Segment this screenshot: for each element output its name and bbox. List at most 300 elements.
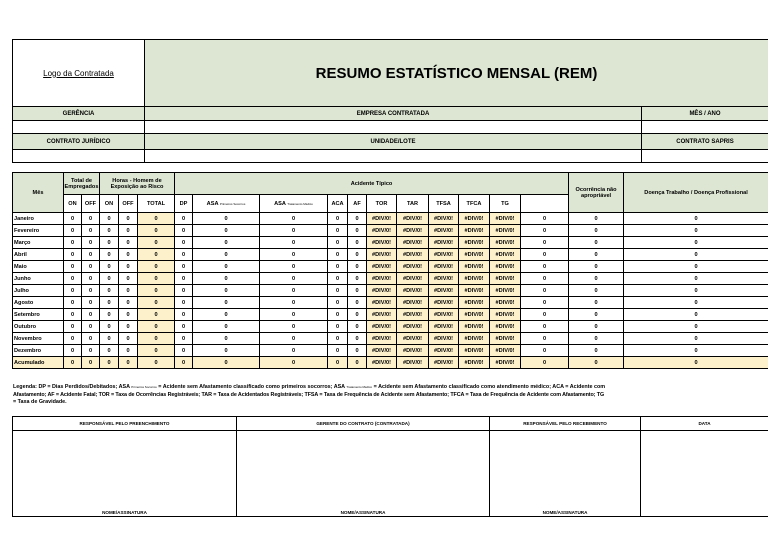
gerencia-label: GERÊNCIA <box>13 107 145 121</box>
cell-tfca: #DIV/0! <box>459 345 490 357</box>
cell-off-horas[interactable]: 0 <box>119 225 138 237</box>
cell-af[interactable]: 0 <box>348 333 367 345</box>
cell-off-emp[interactable]: 0 <box>82 321 100 333</box>
cell-aca[interactable]: 0 <box>328 273 348 285</box>
cell-total-horas: 0 <box>138 213 175 225</box>
cell-af[interactable]: 0 <box>348 225 367 237</box>
cell-doenca[interactable]: 0 <box>569 333 624 345</box>
cell-on-horas[interactable]: 0 <box>100 309 119 321</box>
table-row <box>13 333 768 345</box>
cell-asa-ps[interactable]: 0 <box>193 225 260 237</box>
cell-asa-ps[interactable]: 0 <box>193 321 260 333</box>
cell-tfsa: #DIV/0! <box>429 225 459 237</box>
cell-asa-tm: 0 <box>260 357 328 369</box>
cell-tor: #DIV/0! <box>367 285 397 297</box>
cell-on-emp[interactable]: 0 <box>64 285 82 297</box>
cell-tor: #DIV/0! <box>367 333 397 345</box>
sub-off-horas: OFF <box>119 195 138 213</box>
cell-doenca[interactable]: 0 <box>569 237 624 249</box>
cell-tfca: #DIV/0! <box>459 321 490 333</box>
cell-af[interactable]: 0 <box>348 285 367 297</box>
cell-on-emp[interactable]: 0 <box>64 309 82 321</box>
logo-cell <box>13 40 145 107</box>
sub-tg: TG <box>490 195 521 213</box>
cell-off-horas[interactable]: 0 <box>119 261 138 273</box>
cell-off-emp[interactable]: 0 <box>82 225 100 237</box>
cell-off-emp[interactable]: 0 <box>82 261 100 273</box>
cell-off-emp[interactable]: 0 <box>82 297 100 309</box>
cell-on-emp[interactable]: 0 <box>64 321 82 333</box>
cell-dp[interactable]: 0 <box>175 285 193 297</box>
cell-tg: #DIV/0! <box>490 309 521 321</box>
cell-asa-tm[interactable]: 0 <box>260 297 328 309</box>
cell-doenca[interactable]: 0 <box>569 261 624 273</box>
sub-tor: TOR <box>367 195 397 213</box>
data-label: DATA <box>641 417 768 431</box>
cell-asa-ps[interactable]: 0 <box>193 237 260 249</box>
col-total-empregados: Total de Empregados <box>64 173 100 195</box>
cell-af[interactable]: 0 <box>348 261 367 273</box>
cell-dp[interactable]: 0 <box>175 237 193 249</box>
cell-dp[interactable]: 0 <box>175 225 193 237</box>
cell-tor: #DIV/0! <box>367 213 397 225</box>
cell-tar: #DIV/0! <box>397 309 429 321</box>
cell-asa-tm[interactable]: 0 <box>260 285 328 297</box>
month-label: Dezembro <box>13 345 64 357</box>
cell-tfsa: #DIV/0! <box>429 285 459 297</box>
gerente-contrato-signature[interactable]: NOME/ASSINATURA <box>237 431 490 517</box>
cell-tg: #DIV/0! <box>490 213 521 225</box>
cell-asa-ps[interactable]: 0 <box>193 213 260 225</box>
cell-ocorrencia[interactable]: 0 <box>521 345 569 357</box>
table-row <box>13 225 768 237</box>
cell-af[interactable]: 0 <box>348 321 367 333</box>
cell-ocorrencia: 0 <box>521 357 569 369</box>
cell-doenca[interactable]: 0 <box>569 249 624 261</box>
cell-tar: #DIV/0! <box>397 249 429 261</box>
cell-af[interactable]: 0 <box>348 273 367 285</box>
table-row <box>13 345 768 357</box>
cell-off-emp: 0 <box>82 357 100 369</box>
cell-on-emp[interactable]: 0 <box>64 225 82 237</box>
cell-af[interactable]: 0 <box>348 345 367 357</box>
cell-off-horas[interactable]: 0 <box>119 237 138 249</box>
cell-asa-tm[interactable]: 0 <box>260 213 328 225</box>
cell-asa-tm[interactable]: 0 <box>260 249 328 261</box>
cell-dp: 0 <box>175 357 193 369</box>
cell-aca[interactable]: 0 <box>328 345 348 357</box>
cell-asa-tm[interactable]: 0 <box>260 333 328 345</box>
month-label: Novembro <box>13 333 64 345</box>
cell-total-horas: 0 <box>138 297 175 309</box>
sub-off-empregados: OFF <box>82 195 100 213</box>
sub-asa-primeiros-socorros: ASA Primeiros Socorros <box>193 195 260 213</box>
cell-on-horas[interactable]: 0 <box>100 333 119 345</box>
col-doenca-trabalho: Doença Trabalho / Doença Profissional <box>624 173 768 213</box>
cell-on-emp[interactable]: 0 <box>64 333 82 345</box>
cell-on-horas: 0 <box>100 357 119 369</box>
unidade-lote-field[interactable] <box>145 150 642 163</box>
cell-af: 0 <box>348 357 367 369</box>
cell-doenca[interactable]: 0 <box>569 345 624 357</box>
accumulated-row <box>13 357 768 369</box>
cell-ocorrencia[interactable]: 0 <box>521 249 569 261</box>
cell-tfsa: #DIV/0! <box>429 273 459 285</box>
cell-aca[interactable]: 0 <box>328 297 348 309</box>
cell-asa-ps[interactable]: 0 <box>193 333 260 345</box>
cell-af[interactable]: 0 <box>348 213 367 225</box>
cell-ambiental[interactable]: 0 <box>624 213 768 225</box>
cell-doenca[interactable]: 0 <box>569 285 624 297</box>
header-table <box>12 39 768 163</box>
cell-doenca[interactable]: 0 <box>569 273 624 285</box>
legend-line-3: = Taxa de Gravidade. <box>13 399 67 405</box>
table-row <box>13 249 768 261</box>
cell-off-horas[interactable]: 0 <box>119 309 138 321</box>
cell-tor: #DIV/0! <box>367 297 397 309</box>
cell-asa-tm[interactable]: 0 <box>260 345 328 357</box>
cell-asa-ps[interactable]: 0 <box>193 285 260 297</box>
cell-off-emp[interactable]: 0 <box>82 333 100 345</box>
cell-total-horas: 0 <box>138 357 175 369</box>
cell-off-horas[interactable]: 0 <box>119 333 138 345</box>
cell-on-emp[interactable]: 0 <box>64 345 82 357</box>
cell-aca: 0 <box>328 357 348 369</box>
cell-off-emp[interactable]: 0 <box>82 285 100 297</box>
cell-tg: #DIV/0! <box>490 237 521 249</box>
month-label: Abril <box>13 249 64 261</box>
cell-tar: #DIV/0! <box>397 273 429 285</box>
cell-ambiental[interactable]: 0 <box>624 333 768 345</box>
statistics-table <box>12 172 768 369</box>
cell-tfca: #DIV/0! <box>459 333 490 345</box>
legend <box>13 384 765 407</box>
cell-off-emp[interactable]: 0 <box>82 345 100 357</box>
cell-tfca: #DIV/0! <box>459 225 490 237</box>
cell-off-horas[interactable]: 0 <box>119 213 138 225</box>
unidade-lote-label: UNIDADE/LOTE <box>145 134 642 150</box>
cell-on-emp[interactable]: 0 <box>64 237 82 249</box>
mes-ano-field[interactable] <box>642 121 768 134</box>
cell-dp[interactable]: 0 <box>175 261 193 273</box>
cell-off-horas[interactable]: 0 <box>119 297 138 309</box>
sub-on-empregados: ON <box>64 195 82 213</box>
month-label: Outubro <box>13 321 64 333</box>
cell-ocorrencia[interactable]: 0 <box>521 213 569 225</box>
cell-off-emp[interactable]: 0 <box>82 249 100 261</box>
cell-tor: #DIV/0! <box>367 225 397 237</box>
cell-af[interactable]: 0 <box>348 297 367 309</box>
cell-on-emp: 0 <box>64 357 82 369</box>
sub-af: AF <box>348 195 367 213</box>
cell-total-horas: 0 <box>138 321 175 333</box>
cell-aca[interactable]: 0 <box>328 285 348 297</box>
cell-tar: #DIV/0! <box>397 345 429 357</box>
sub-tar: TAR <box>397 195 429 213</box>
cell-ambiental[interactable]: 0 <box>624 273 768 285</box>
cell-tar: #DIV/0! <box>397 297 429 309</box>
cell-on-emp[interactable]: 0 <box>64 261 82 273</box>
cell-off-horas: 0 <box>119 357 138 369</box>
cell-dp[interactable]: 0 <box>175 297 193 309</box>
month-label: Setembro <box>13 309 64 321</box>
month-label: Fevereiro <box>13 225 64 237</box>
cell-tfsa: #DIV/0! <box>429 297 459 309</box>
cell-ambiental[interactable]: 0 <box>624 321 768 333</box>
cell-off-emp[interactable]: 0 <box>82 273 100 285</box>
cell-tg: #DIV/0! <box>490 225 521 237</box>
cell-on-horas[interactable]: 0 <box>100 237 119 249</box>
cell-on-emp[interactable]: 0 <box>64 213 82 225</box>
sub-tfca: TFCA <box>459 195 490 213</box>
gerente-contrato-label: GERENTE DO CONTRATO (CONTRATADA) <box>237 417 490 431</box>
resp-preenchimento-signature[interactable]: NOME/ASSINATURA <box>13 431 237 517</box>
month-label: Junho <box>13 273 64 285</box>
cell-tfsa: #DIV/0! <box>429 321 459 333</box>
cell-off-horas[interactable]: 0 <box>119 321 138 333</box>
cell-aca[interactable]: 0 <box>328 249 348 261</box>
col-acidente-tipico: Acidente Típico <box>175 173 569 195</box>
cell-doenca[interactable]: 0 <box>569 297 624 309</box>
cell-tfca: #DIV/0! <box>459 297 490 309</box>
cell-tor: #DIV/0! <box>367 273 397 285</box>
cell-total-horas: 0 <box>138 333 175 345</box>
sub-total-horas: TOTAL <box>138 195 175 213</box>
cell-tor: #DIV/0! <box>367 261 397 273</box>
cell-tg: #DIV/0! <box>490 333 521 345</box>
cell-off-horas[interactable]: 0 <box>119 273 138 285</box>
cell-tfsa: #DIV/0! <box>429 345 459 357</box>
month-label: Janeiro <box>13 213 64 225</box>
cell-on-emp[interactable]: 0 <box>64 273 82 285</box>
cell-tfca: #DIV/0! <box>459 285 490 297</box>
cell-ambiental[interactable]: 0 <box>624 309 768 321</box>
cell-af[interactable]: 0 <box>348 309 367 321</box>
cell-tfca: #DIV/0! <box>459 213 490 225</box>
cell-tfsa: #DIV/0! <box>429 309 459 321</box>
cell-tfca: #DIV/0! <box>459 249 490 261</box>
col-horas-homem: Horas - Homem de Exposição ao Risco <box>100 173 175 195</box>
cell-tg: #DIV/0! <box>490 357 521 369</box>
cell-off-horas[interactable]: 0 <box>119 285 138 297</box>
logo-link[interactable]: Logo da Contratada <box>43 68 114 78</box>
cell-aca[interactable]: 0 <box>328 225 348 237</box>
data-field[interactable] <box>641 431 768 517</box>
cell-on-emp[interactable]: 0 <box>64 297 82 309</box>
cell-af[interactable]: 0 <box>348 237 367 249</box>
cell-dp[interactable]: 0 <box>175 249 193 261</box>
cell-total-horas: 0 <box>138 225 175 237</box>
cell-dp[interactable]: 0 <box>175 321 193 333</box>
cell-ocorrencia[interactable]: 0 <box>521 273 569 285</box>
cell-total-horas: 0 <box>138 345 175 357</box>
cell-total-horas: 0 <box>138 237 175 249</box>
cell-aca[interactable]: 0 <box>328 321 348 333</box>
month-label: Acumulado <box>13 357 64 369</box>
contrato-sapris-field[interactable] <box>642 150 768 163</box>
cell-tar: #DIV/0! <box>397 261 429 273</box>
cell-ocorrencia[interactable]: 0 <box>521 321 569 333</box>
resp-recebimento-signature[interactable]: NOME/ASSINATURA <box>490 431 641 517</box>
cell-on-horas[interactable]: 0 <box>100 285 119 297</box>
cell-on-horas[interactable]: 0 <box>100 249 119 261</box>
cell-dp[interactable]: 0 <box>175 333 193 345</box>
title-cell <box>145 40 768 107</box>
cell-tor: #DIV/0! <box>367 321 397 333</box>
cell-total-horas: 0 <box>138 309 175 321</box>
cell-on-horas[interactable]: 0 <box>100 273 119 285</box>
month-label: Março <box>13 237 64 249</box>
cell-off-emp[interactable]: 0 <box>82 309 100 321</box>
cell-ambiental[interactable]: 0 <box>624 297 768 309</box>
cell-total-horas: 0 <box>138 273 175 285</box>
cell-total-horas: 0 <box>138 285 175 297</box>
cell-total-horas: 0 <box>138 261 175 273</box>
col-mes: Mês <box>13 173 64 213</box>
cell-tar: #DIV/0! <box>397 321 429 333</box>
table-row <box>13 237 768 249</box>
cell-ocorrencia[interactable]: 0 <box>521 309 569 321</box>
cell-off-emp[interactable]: 0 <box>82 237 100 249</box>
cell-tar: #DIV/0! <box>397 213 429 225</box>
sub-dp: DP <box>175 195 193 213</box>
table-row <box>13 321 768 333</box>
sub-tfsa: TFSA <box>429 195 459 213</box>
cell-ambiental[interactable]: 0 <box>624 285 768 297</box>
cell-on-horas[interactable]: 0 <box>100 321 119 333</box>
cell-on-horas[interactable]: 0 <box>100 345 119 357</box>
cell-ambiental[interactable]: 0 <box>624 249 768 261</box>
month-label: Julho <box>13 285 64 297</box>
cell-asa-tm[interactable]: 0 <box>260 237 328 249</box>
cell-off-horas[interactable]: 0 <box>119 249 138 261</box>
cell-off-horas[interactable]: 0 <box>119 345 138 357</box>
cell-off-emp[interactable]: 0 <box>82 213 100 225</box>
cell-aca[interactable]: 0 <box>328 213 348 225</box>
contrato-juridico-field[interactable] <box>13 150 145 163</box>
cell-on-emp[interactable]: 0 <box>64 249 82 261</box>
cell-doenca[interactable]: 0 <box>569 321 624 333</box>
cell-af[interactable]: 0 <box>348 249 367 261</box>
page-title: RESUMO ESTATÍSTICO MENSAL (REM) <box>315 64 598 82</box>
cell-ambiental[interactable]: 0 <box>624 237 768 249</box>
cell-aca[interactable]: 0 <box>328 261 348 273</box>
cell-asa-tm[interactable]: 0 <box>260 321 328 333</box>
cell-dp[interactable]: 0 <box>175 345 193 357</box>
cell-tg: #DIV/0! <box>490 297 521 309</box>
table-row <box>13 273 768 285</box>
cell-tar: #DIV/0! <box>397 225 429 237</box>
col-ocorrencia-nao-apropriavel: Ocorrência não apropriável <box>569 173 624 213</box>
cell-ambiental: 0 <box>624 357 768 369</box>
cell-tfsa: #DIV/0! <box>429 357 459 369</box>
cell-tfsa: #DIV/0! <box>429 237 459 249</box>
cell-ocorrencia[interactable]: 0 <box>521 261 569 273</box>
cell-dp[interactable]: 0 <box>175 309 193 321</box>
empresa-field[interactable] <box>145 121 642 134</box>
contrato-sapris-label: CONTRATO SAPRIS <box>642 134 768 150</box>
cell-asa-ps[interactable]: 0 <box>193 249 260 261</box>
cell-on-horas[interactable]: 0 <box>100 225 119 237</box>
legend-line-2: Afastamento; AF = Acidente Fatal; TOR = Taxa de Ocorrências Registráveis; TAR = Taxa de Acidentados Registráveis; TFSA = Taxa de Frequência de Acidente sem Afastamento; TFCA = Taxa de Frequência de Acidente com Afastamento; TG <box>13 391 605 398</box>
cell-tfca: #DIV/0! <box>459 309 490 321</box>
sub-asa-tratamento-medico: ASA Tratamento Médico <box>260 195 328 213</box>
cell-asa-tm[interactable]: 0 <box>260 309 328 321</box>
cell-doenca[interactable]: 0 <box>569 213 624 225</box>
cell-aca[interactable]: 0 <box>328 237 348 249</box>
cell-tor: #DIV/0! <box>367 345 397 357</box>
resp-preenchimento-label: RESPONSÁVEL PELO PREENCHIMENTO <box>13 417 237 431</box>
cell-tor: #DIV/0! <box>367 249 397 261</box>
cell-asa-tm[interactable]: 0 <box>260 261 328 273</box>
cell-on-horas[interactable]: 0 <box>100 297 119 309</box>
cell-tor: #DIV/0! <box>367 357 397 369</box>
cell-asa-ps[interactable]: 0 <box>193 261 260 273</box>
cell-ambiental[interactable]: 0 <box>624 225 768 237</box>
cell-dp[interactable]: 0 <box>175 213 193 225</box>
cell-tfca: #DIV/0! <box>459 273 490 285</box>
cell-tg: #DIV/0! <box>490 321 521 333</box>
mes-ano-label: MÊS / ANO <box>642 107 768 121</box>
cell-tfsa: #DIV/0! <box>429 213 459 225</box>
cell-on-horas[interactable]: 0 <box>100 261 119 273</box>
cell-ocorrencia[interactable]: 0 <box>521 225 569 237</box>
cell-asa-ps[interactable]: 0 <box>193 345 260 357</box>
cell-tg: #DIV/0! <box>490 249 521 261</box>
table-row <box>13 297 768 309</box>
cell-tfsa: #DIV/0! <box>429 249 459 261</box>
sub-aca: ACA <box>328 195 348 213</box>
contrato-juridico-label: CONTRATO JURÍDICO <box>13 134 145 150</box>
legend-line-1: Legenda: DP = Dias Perdidos/Debitados; ASA Primeiros Socorros = Acidente sem Afastamento classificado como primeiros socorros; ASA Tratamento Médico = Acidente sem Afastamento classificado como atendimento médico; ACA = Acidente com <box>13 384 606 390</box>
cell-tar: #DIV/0! <box>397 333 429 345</box>
resp-recebimento-label: RESPONSÁVEL PELO RECEBIMENTO <box>490 417 641 431</box>
cell-asa-tm[interactable]: 0 <box>260 273 328 285</box>
signature-table <box>12 416 768 517</box>
cell-ocorrencia[interactable]: 0 <box>521 333 569 345</box>
cell-tar: #DIV/0! <box>397 285 429 297</box>
cell-tar: #DIV/0! <box>397 237 429 249</box>
cell-asa-ps: 0 <box>193 357 260 369</box>
table-row <box>13 285 768 297</box>
cell-asa-ps[interactable]: 0 <box>193 297 260 309</box>
cell-ocorrencia[interactable]: 0 <box>521 237 569 249</box>
cell-asa-ps[interactable]: 0 <box>193 309 260 321</box>
cell-on-horas[interactable]: 0 <box>100 213 119 225</box>
cell-tg: #DIV/0! <box>490 261 521 273</box>
cell-ocorrencia[interactable]: 0 <box>521 285 569 297</box>
cell-tfsa: #DIV/0! <box>429 333 459 345</box>
cell-dp[interactable]: 0 <box>175 273 193 285</box>
cell-aca[interactable]: 0 <box>328 309 348 321</box>
cell-tg: #DIV/0! <box>490 273 521 285</box>
cell-total-horas: 0 <box>138 249 175 261</box>
cell-asa-tm[interactable]: 0 <box>260 225 328 237</box>
cell-ambiental[interactable]: 0 <box>624 261 768 273</box>
cell-tfsa: #DIV/0! <box>429 261 459 273</box>
cell-asa-ps[interactable]: 0 <box>193 273 260 285</box>
cell-tfca: #DIV/0! <box>459 237 490 249</box>
cell-doenca[interactable]: 0 <box>569 309 624 321</box>
cell-ambiental[interactable]: 0 <box>624 345 768 357</box>
cell-ocorrencia[interactable]: 0 <box>521 297 569 309</box>
cell-doenca[interactable]: 0 <box>569 225 624 237</box>
statistics-body <box>13 213 768 369</box>
cell-tor: #DIV/0! <box>367 237 397 249</box>
gerencia-field[interactable] <box>13 121 145 134</box>
cell-aca[interactable]: 0 <box>328 333 348 345</box>
cell-tg: #DIV/0! <box>490 345 521 357</box>
